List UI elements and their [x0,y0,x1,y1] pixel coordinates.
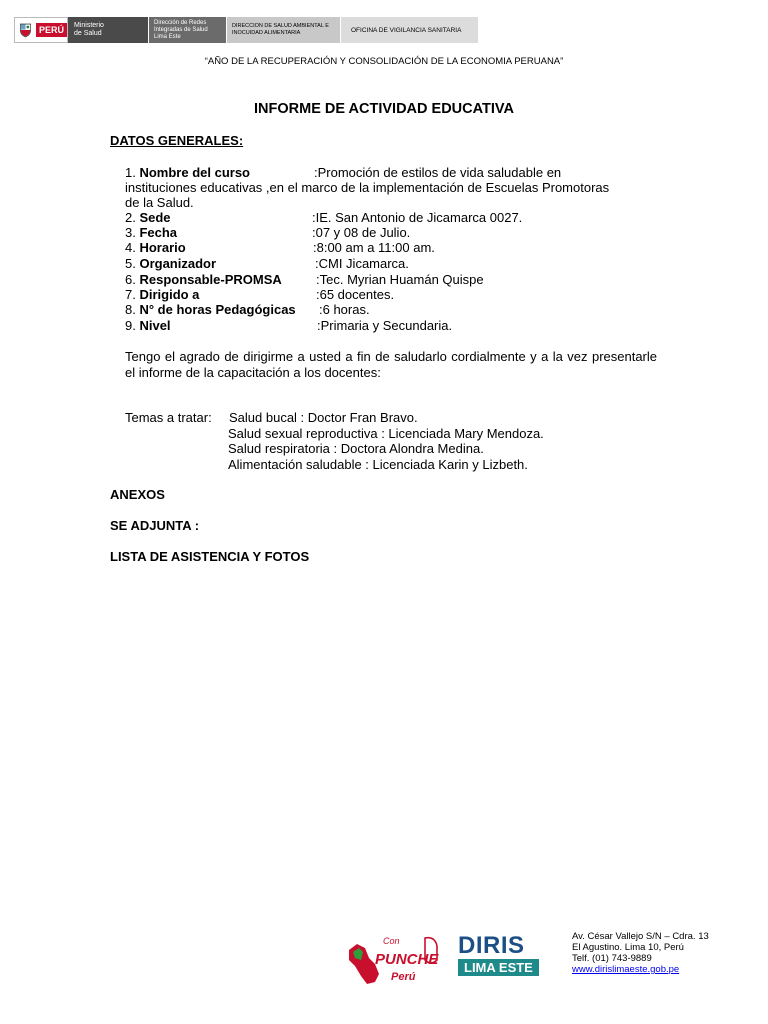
item-number: 2. [125,210,136,225]
oficina-box [340,17,478,43]
year-motto: “AÑO DE LA RECUPERACIÓN Y CONSOLIDACIÓN DE LA ECONOMIA PERUANA” [204,56,564,67]
oficina-label: OFICINA DE VIGILANCIA SANITARIA [351,26,462,34]
item-horario [125,240,186,255]
item-horas [125,302,296,317]
item-nivel [125,318,171,333]
item-responsable [125,272,282,287]
item-number: 7. [125,287,136,302]
ministerio-box [68,17,148,43]
address-line-2: El Agustino. Lima 10, Perú [572,942,684,953]
direccion-redes-line-3: Lima Este [154,33,181,40]
item-label: Dirigido a [139,287,200,302]
tema-3: Salud respiratoria : Doctora Alondra Medina. [228,441,484,456]
item-label: Responsable-PROMSA [139,272,282,287]
con-punche-peru-logo [345,930,441,986]
item-number: 4. [125,240,136,255]
intro-paragraph: Tengo el agrado de dirigirme a usted a fin de saludarlo cordialmente y a la vez presentarle el informe de la capacitación a los docentes: [125,349,657,380]
tema-4: Alimentación saludable : Licenciada Karin y Lizbeth. [228,457,528,472]
coat-of-arms-icon [17,20,34,40]
diris-logo-text: DIRIS [458,932,525,959]
item-organizador-value: :CMI Jicamarca. [315,256,409,271]
se-adjunta-heading: SE ADJUNTA : [110,518,200,533]
lima-este-logo-text: LIMA ESTE [458,959,539,976]
item-label: Nombre del curso [139,165,250,180]
punche-con-text: Con [383,936,400,946]
lista-heading: LISTA DE ASISTENCIA Y FOTOS [110,549,310,564]
item-label: N° de horas Pedagógicas [139,302,296,317]
ministerio-line-1: Ministerio [74,22,104,29]
direccion-redes-line-1: Dirección de Redes [154,19,207,26]
item-label: Sede [139,210,171,225]
punche-peru-text: Perú [391,971,416,983]
item-nivel-value: :Primaria y Secundaria. [317,318,453,333]
punche-text: PUNCHE [375,951,439,968]
item-number: 9. [125,318,136,333]
diris-logo [458,934,539,976]
item-sede-value: :IE. San Antonio de Jicamarca 0027. [312,210,523,225]
direccion-redes-box [148,17,226,43]
item-sede [125,210,171,225]
item-label: Organizador [139,256,217,271]
item-curso-continuation-1: instituciones educativas ,en el marco de la implementación de Escuelas Promotoras [125,180,610,195]
item-curso-continuation-2: de la Salud. [125,195,194,210]
footer-address [572,931,709,975]
item-responsable-value: :Tec. Myrian Huamán Quispe [316,272,484,287]
peru-label: PERÚ [36,23,67,37]
direccion-salud-line-2: INOCUIDAD ALIMENTARIA [232,30,301,36]
item-number: 5. [125,256,136,271]
item-label: Horario [139,240,186,255]
item-curso-value: :Promoción de estilos de vida saludable en [314,165,562,180]
direccion-salud-line-1: DIRECCION DE SALUD AMBIENTAL E [232,23,329,29]
institutional-header [14,17,478,43]
item-horas-value: :6 horas. [319,302,370,317]
item-dirigido [125,287,199,302]
item-number: 8. [125,302,136,317]
ministerio-line-2: de Salud [74,30,102,37]
tema-1: Salud bucal : Doctor Fran Bravo. [229,410,418,425]
item-label: Nivel [139,318,171,333]
item-fecha [125,225,177,240]
direccion-redes-line-2: Integradas de Salud [154,26,208,33]
anexos-heading: ANEXOS [110,487,165,502]
item-number: 1. [125,165,136,180]
phone-line: Telf. (01) 743-9889 [572,953,652,964]
item-number: 6. [125,272,136,287]
direccion-salud-box [226,17,340,43]
tema-2: Salud sexual reproductiva : Licenciada Mary Mendoza. [228,426,544,441]
item-curso [125,165,250,180]
item-horario-value: :8:00 am a 11:00 am. [313,240,435,255]
address-line-1: Av. César Vallejo S/N – Cdra. 13 [572,931,709,942]
document-title: INFORME DE ACTIVIDAD EDUCATIVA [254,101,514,117]
item-organizador [125,256,216,271]
item-number: 3. [125,225,136,240]
datos-generales-heading: DATOS GENERALES: [110,133,244,148]
temas-label: Temas a tratar: [125,410,212,425]
website-link[interactable]: www.dirislimaeste.gob.pe [572,964,680,975]
item-dirigido-value: :65 docentes. [316,287,395,302]
item-fecha-value: :07 y 08 de Julio. [312,225,411,240]
peru-logo [14,17,68,43]
item-label: Fecha [139,225,178,240]
